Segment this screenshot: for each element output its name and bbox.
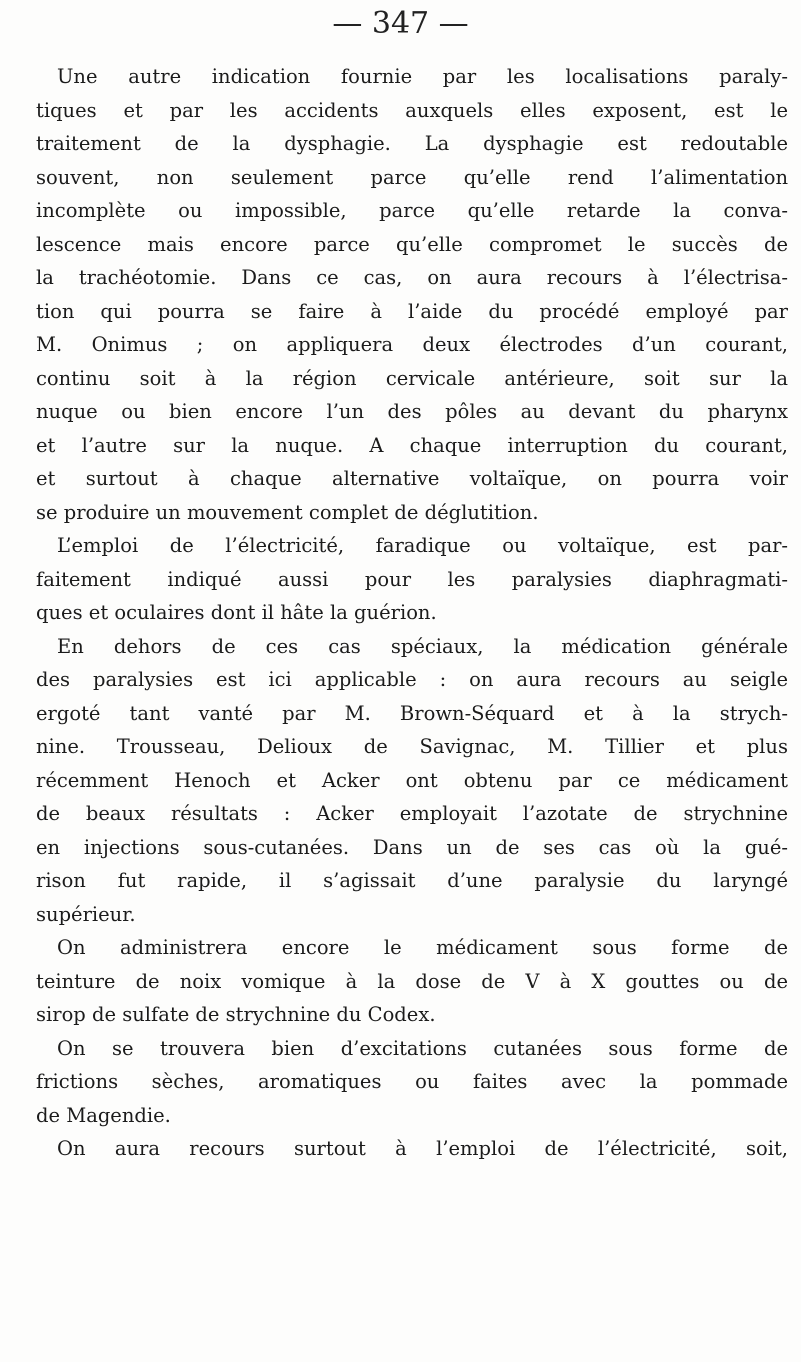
text-line: des paralysies est ici applicable : on aura recours au seigle [36, 668, 788, 691]
text-line: se produire un mouvement complet de déglutition. [36, 500, 539, 524]
text-line: incomplète ou impossible, parce qu’elle retarde la conva- [36, 199, 788, 222]
text-line: ques et oculaires dont il hâte la guérion. [36, 601, 437, 624]
text-line: lescence mais encore parce qu’elle compromet le succès de [36, 232, 788, 256]
text-line: la trachéotomie. Dans ce cas, on aura recours à l’électrisa- [36, 266, 788, 289]
text-line: ergoté tant vanté par M. Brown-Séquard et à la strych- [36, 701, 788, 725]
text-line: de beaux résultats : Acker employait l’azotate de strychnine [36, 802, 788, 825]
text-line: supérieur. [36, 902, 136, 926]
text-line: nine. Trousseau, Delioux de Savignac, M. Tillier et plus [36, 735, 788, 758]
text-line: On se trouvera bien d’excitations cutanées sous forme de [57, 1036, 788, 1060]
text-line: souvent, non seulement parce qu’elle rend l’alimentation [36, 165, 788, 189]
text-line: rison fut rapide, il s’agissait d’une paralysie du laryngé [36, 869, 788, 892]
text-line: tion qui pourra se faire à l’aide du procédé employé par [36, 299, 788, 323]
text-line: tiques et par les accidents auxquels elles exposent, est le [36, 98, 788, 122]
text-line: On aura recours surtout à l’emploi de l’électricité, soit, [57, 1137, 788, 1160]
text-line: nuque ou bien encore l’un des pôles au devant du pharynx [36, 400, 788, 423]
text-line: L’emploi de l’électricité, faradique ou voltaïque, est par- [57, 534, 788, 557]
text-line: faitement indiqué aussi pour les paralysies diaphragmati- [36, 567, 788, 591]
text-line: M. Onimus ; on appliquera deux électrodes d’un courant, [36, 333, 788, 356]
text-line: de Magendie. [36, 1103, 171, 1127]
text-line: continu soit à la région cervicale antérieure, soit sur la [36, 366, 788, 390]
text-line: Une autre indication fournie par les localisations paraly- [57, 65, 788, 88]
text-line: récemment Henoch et Acker ont obtenu par ce médicament [36, 768, 788, 792]
page-number: — 347 — [332, 6, 469, 41]
text-line: en injections sous-cutanées. Dans un de ses cas où la gué- [36, 835, 788, 859]
text-line: traitement de la dysphagie. La dysphagie est redoutable [36, 132, 788, 155]
text-line: En dehors de ces cas spéciaux, la médication générale [57, 634, 788, 658]
text-line: teinture de noix vomique à la dose de V à X gouttes ou de [36, 969, 788, 993]
text-line: et surtout à chaque alternative voltaïque, on pourra voir [36, 467, 788, 490]
text-line: et l’autre sur la nuque. A chaque interruption du courant, [36, 433, 788, 457]
text-line: On administrera encore le médicament sous forme de [57, 936, 788, 959]
text-line: frictions sèches, aromatiques ou faites avec la pommade [36, 1070, 788, 1093]
body-text [36, 60, 788, 1166]
text-line: sirop de sulfate de strychnine du Codex. [36, 1003, 436, 1026]
